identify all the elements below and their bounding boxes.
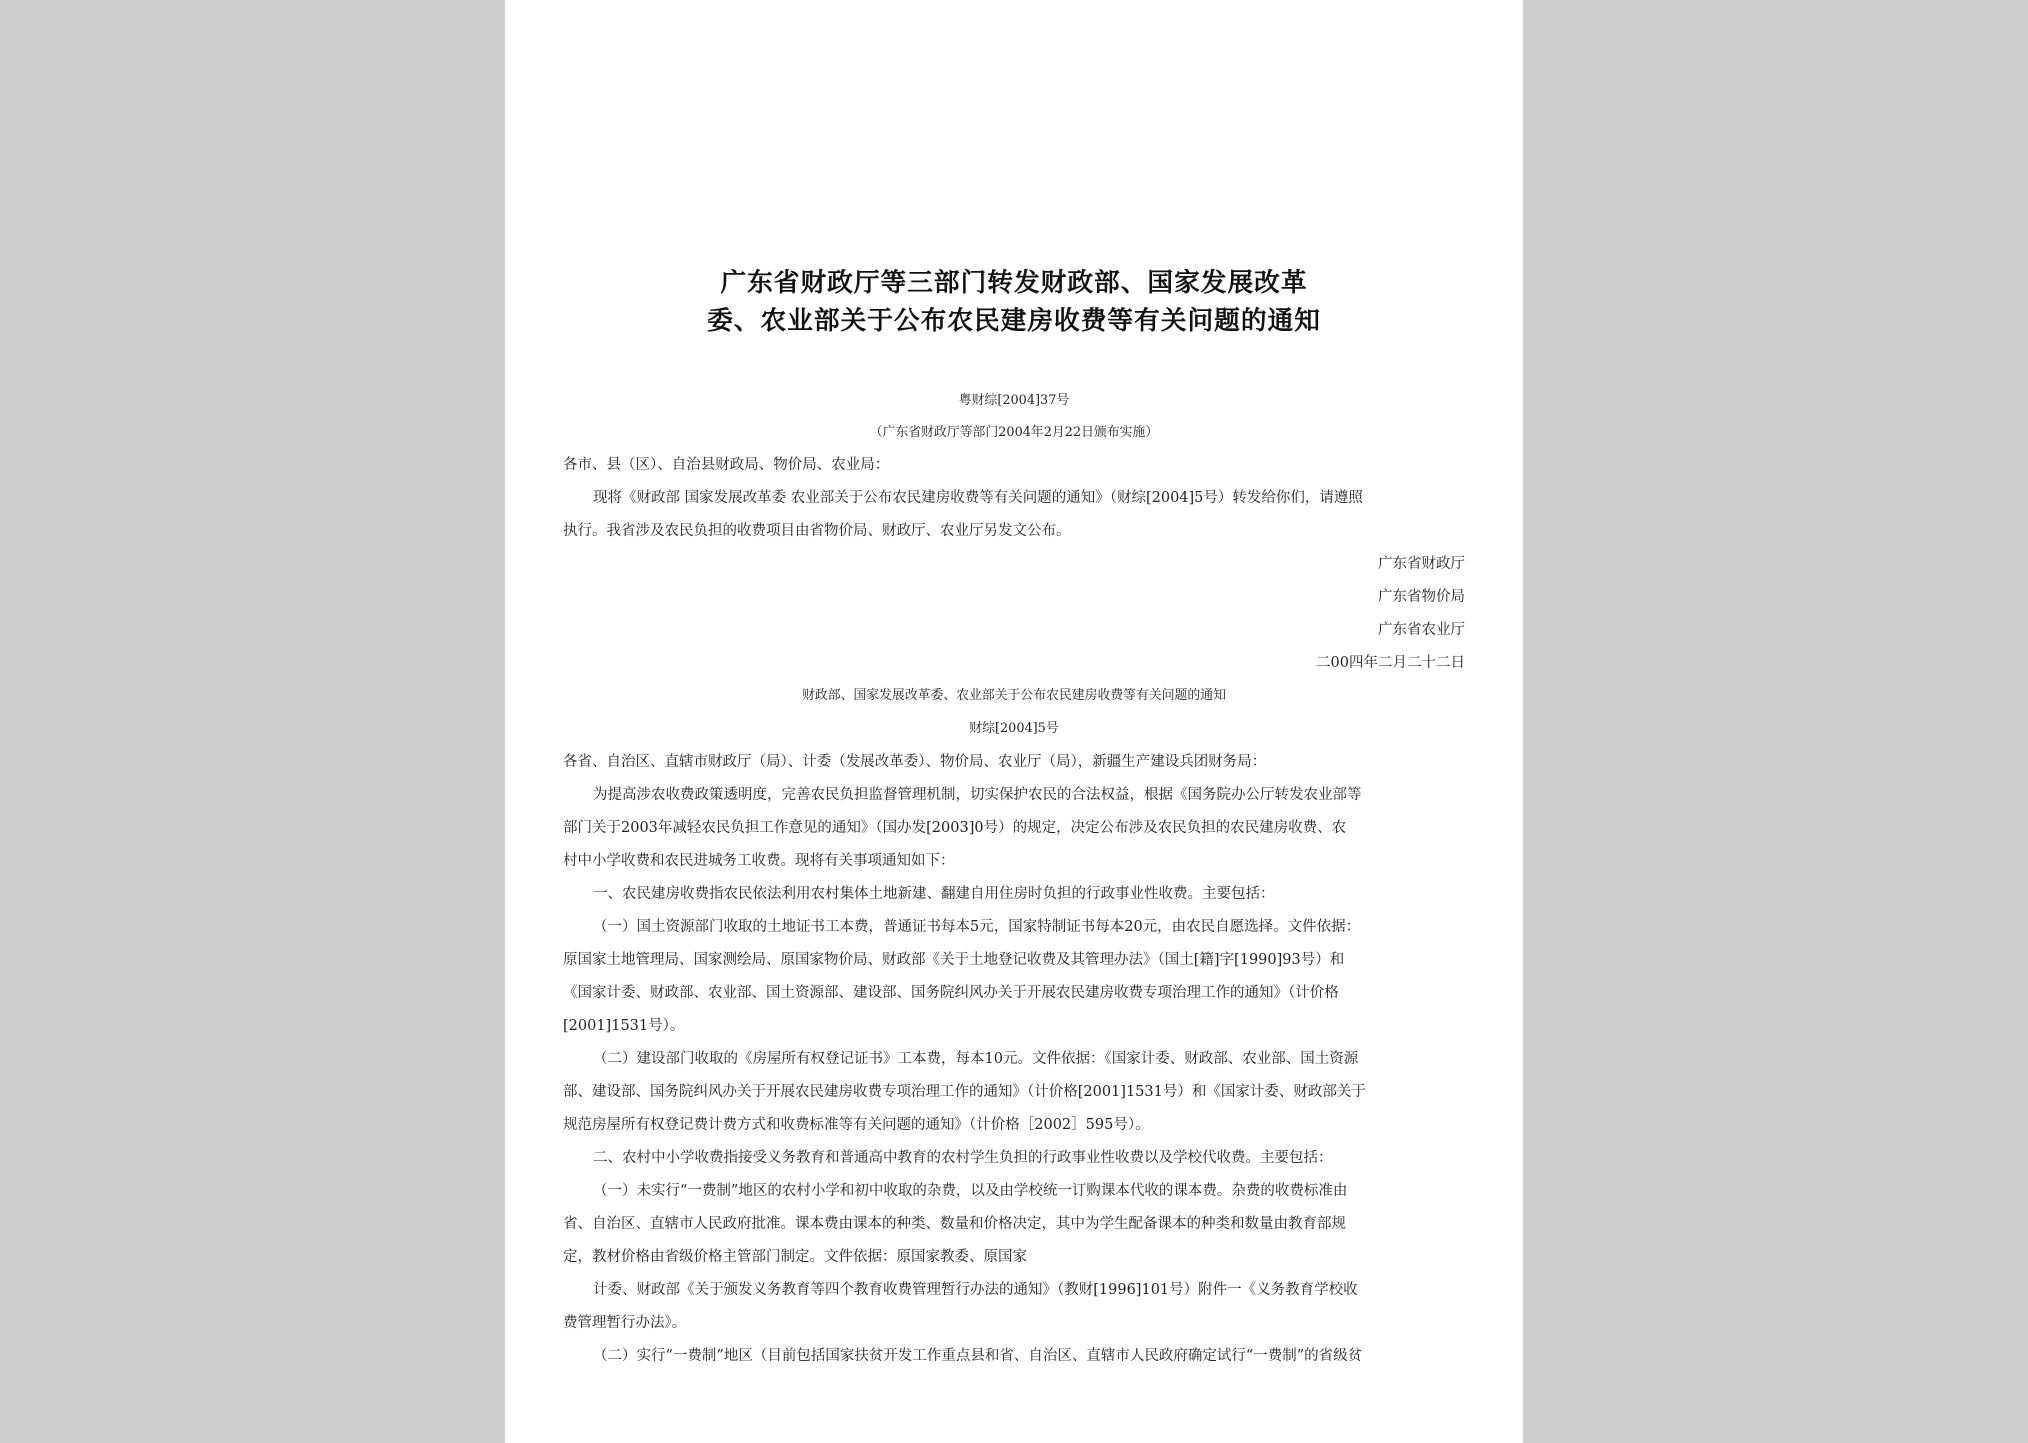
body-line: 部、建设部、国务院纠风办关于开展农民建房收费专项治理工作的通知》（计价格[2001]1531号）和《国家计委、财政部关于: [563, 1084, 1366, 1100]
body-line: （二）建设部门收取的《房屋所有权登记证书》工本费，每本10元。文件依据：《国家计委、财政部、农业部、国土资源: [593, 1051, 1359, 1067]
body-line: （一）未实行“一费制”地区的农村小学和初中收取的杂费，以及由学校统一订购课本代收的课本费。杂费的收费标准由: [593, 1183, 1348, 1199]
forwarded-notice-title: 财政部、国家发展改革委、农业部关于公布农民建房收费等有关问题的通知: [802, 688, 1226, 703]
body-line: 计委、财政部《关于颁发义务教育等四个教育收费管理暂行办法的通知》（教财[1996]101号）附件一《义务教育学校收: [593, 1282, 1358, 1298]
doc-number: 粤财综[2004]37号: [958, 393, 1070, 408]
body-line: 一、农民建房收费指农民依法利用农村集体土地新建、翻建自用住房时负担的行政事业性收费。主要包括：: [593, 886, 1275, 902]
signature-line: 广东省财政厅: [1378, 556, 1465, 572]
signature-date: 二00四年二月二十二日: [1316, 655, 1465, 671]
body-line: （一）国土资源部门收取的土地证书工本费，普通证书每本5元，国家特制证书每本20元，由农民自愿选择。文件依据：: [593, 919, 1361, 935]
forwarded-doc-number: 财综[2004]5号: [969, 721, 1059, 736]
body-line: 二、农村中小学收费指接受义务教育和普通高中教育的农村学生负担的行政事业性收费以及学校代收费。主要包括：: [593, 1150, 1333, 1166]
body-line: 省、自治区、直辖市人民政府批准。课本费由课本的种类、数量和价格决定，其中为学生配备课本的种类和数量由教育部规: [563, 1216, 1346, 1232]
body-line: 各省、自治区、直辖市财政厅（局）、计委（发展改革委）、物价局、农业厅（局），新疆生产建设兵团财务局：: [563, 754, 1267, 770]
addressee: 各市、县（区）、自治县财政局、物价局、农业局：: [563, 457, 890, 473]
body-line: 为提高涉农收费政策透明度，完善农民负担监督管理机制，切实保护农民的合法权益，根据《国务院办公厅转发农业部等: [593, 787, 1362, 803]
body-line: 村中小学收费和农民进城务工收费。现将有关事项通知如下：: [563, 853, 955, 869]
body-line: [2001]1531号）。: [563, 1018, 685, 1034]
signature-line: 广东省物价局: [1378, 589, 1465, 605]
document-page: [505, 0, 1523, 1443]
body-line: 现将《财政部 国家发展改革委 农业部关于公布农民建房收费等有关问题的通知》（财综[2004]5号）转发给你们，请遵照: [593, 490, 1363, 506]
body-line: （二）实行“一费制”地区（目前包括国家扶贫开发工作重点县和省、自治区、直辖市人民政府确定试行“一费制”的省级贫: [593, 1348, 1363, 1364]
signature-line: 广东省农业厅: [1378, 622, 1465, 638]
body-line: 《国家计委、财政部、农业部、国土资源部、建设部、国务院纠风办关于开展农民建房收费专项治理工作的通知》（计价格: [563, 985, 1339, 1001]
body-line: 规范房屋所有权登记费计费方式和收费标准等有关问题的通知》（计价格［2002］595号）。: [563, 1117, 1150, 1133]
document-title-line-2: 委、农业部关于公布农民建房收费等有关问题的通知: [707, 306, 1321, 336]
body-line: 原国家土地管理局、国家测绘局、原国家物价局、财政部《关于土地登记收费及其管理办法》（国土[籍]字[1990]93号）和: [563, 952, 1345, 968]
body-line: 部门关于2003年减轻农民负担工作意见的通知》（国办发[2003]0号）的规定，决定公布涉及农民负担的农民建房收费、农: [563, 820, 1347, 836]
body-line: 定，教材价格由省级价格主管部门制定。文件依据：原国家教委、原国家: [563, 1249, 1027, 1265]
body-line: 执行。我省涉及农民负担的收费项目由省物价局、财政厅、农业厅另发文公布。: [563, 523, 1071, 539]
document-title-line-1: 广东省财政厅等三部门转发财政部、国家发展改革: [720, 268, 1308, 298]
issue-note: （广东省财政厅等部门2004年2月22日颁布实施）: [869, 425, 1159, 440]
body-line: 费管理暂行办法》。: [563, 1315, 687, 1331]
